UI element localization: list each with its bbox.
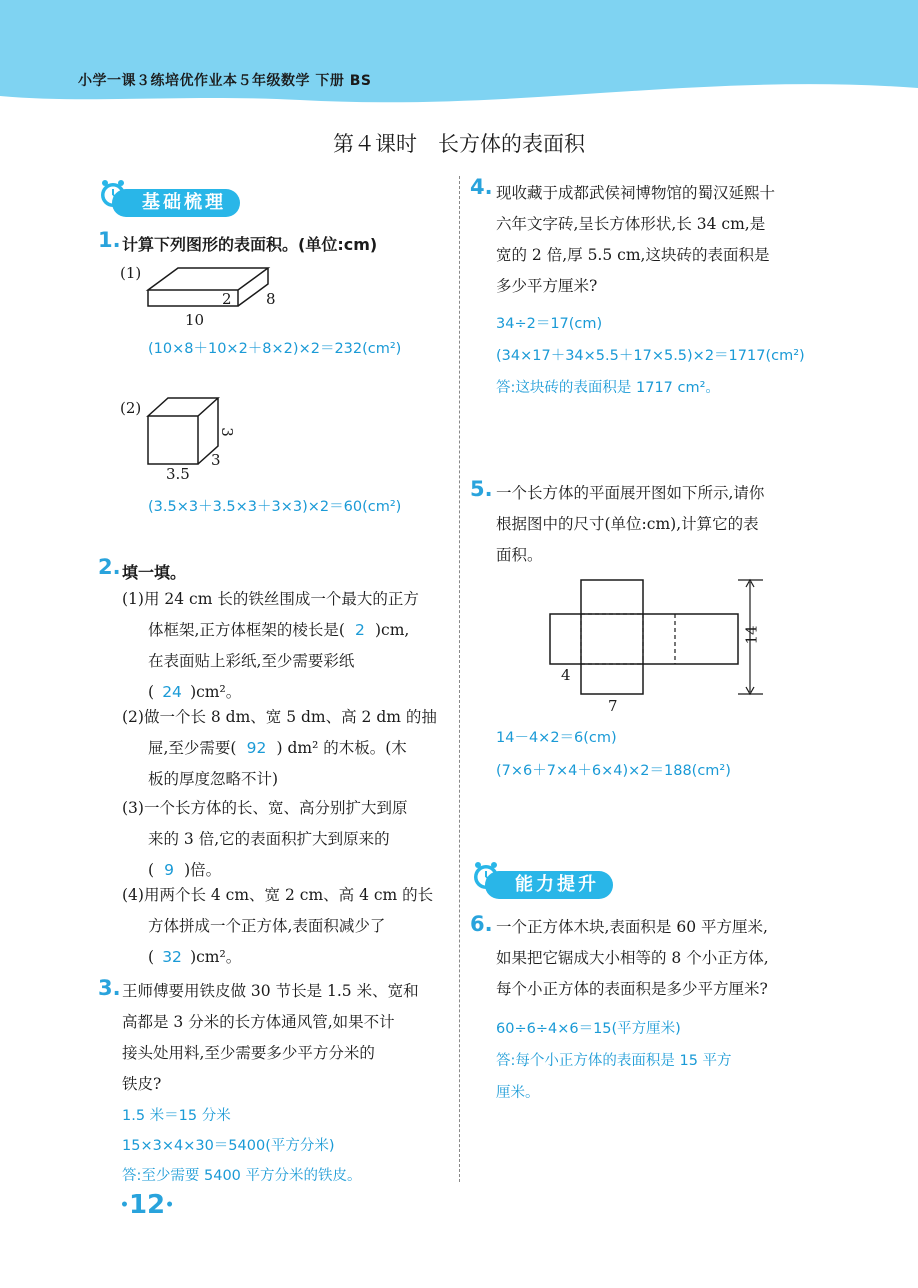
- q1-part2-label: (2): [120, 399, 142, 417]
- line: 体框架,正方体框架的棱长是(: [148, 621, 345, 639]
- line: 根据图中的尺寸(单位:cm),计算它的表: [496, 515, 759, 533]
- question-number-4: 4.: [470, 175, 493, 199]
- line: )cm²。: [190, 683, 242, 701]
- answer-line: 答:每个小正方体的表面积是 15 平方: [496, 1053, 732, 1069]
- answer-line: 15×3×4×30＝5400(平方分米): [122, 1138, 335, 1154]
- answer-blank: 92: [246, 739, 267, 757]
- line: 接头处用料,至少需要多少平方分米的: [122, 1044, 375, 1062]
- question-4-text: [496, 178, 824, 302]
- net-dim-small: 4: [561, 666, 571, 684]
- line: (3)一个长方体的长、宽、高分别扩大到原: [122, 799, 408, 817]
- question-3-answer: [122, 1101, 362, 1191]
- line: 板的厚度忽略不计): [148, 770, 279, 788]
- line: (1)用 24 cm 长的铁丝围成一个最大的正方: [122, 590, 419, 608]
- q2-item-2: [122, 702, 448, 795]
- line: ) dm² 的木板。(木: [276, 739, 407, 757]
- dim-width: 8: [266, 290, 276, 308]
- answer-line: (7×6＋7×4＋6×4)×2＝188(cm²): [496, 763, 731, 779]
- question-2-title: 填一填。: [122, 563, 187, 582]
- question-number-3: 3.: [98, 976, 121, 1000]
- q2-item-3: [122, 793, 448, 886]
- question-5-text: [496, 478, 824, 571]
- dim-height: 3: [217, 427, 236, 437]
- answer-line: 34÷2＝17(cm): [496, 316, 603, 332]
- line: 现收藏于成都武侯祠博物馆的蜀汉延熙十: [496, 184, 776, 202]
- column-divider: [459, 176, 460, 1182]
- answer-blank: 9: [164, 861, 174, 879]
- question-number-5: 5.: [470, 477, 493, 501]
- line: (2)做一个长 8 dm、宽 5 dm、高 2 dm 的抽: [122, 708, 437, 726]
- answer-line: (34×17＋34×5.5＋17×5.5)×2＝1717(cm²): [496, 348, 805, 364]
- line: 屉,至少需要(: [148, 739, 237, 757]
- question-6-text: [496, 912, 824, 1005]
- line: 如果把它锯成大小相等的 8 个小正方体,: [496, 949, 769, 967]
- line: 在表面贴上彩纸,至少需要彩纸: [148, 652, 355, 670]
- q1-part1-answer: (10×8＋10×2＋8×2)×2＝232(cm²): [148, 341, 402, 357]
- line: (: [148, 683, 155, 701]
- answer-line: 答:这块砖的表面积是 1717 cm²。: [496, 380, 720, 396]
- q1-part1-label: (1): [120, 264, 142, 282]
- q2-item-1: [122, 584, 448, 708]
- question-number-2: 2.: [98, 555, 121, 579]
- dim-length: 10: [185, 311, 205, 329]
- line: 王师傅要用铁皮做 30 节长是 1.5 米、宽和: [122, 982, 419, 1000]
- answer-line: 厘米。: [496, 1085, 540, 1101]
- section-basics: 基础梳理: [112, 189, 240, 217]
- line: 面积。: [496, 546, 543, 564]
- dim-height: 2: [222, 290, 232, 308]
- line: (: [148, 948, 155, 966]
- answer-line: 60÷6÷4×6＝15(平方厘米): [496, 1021, 681, 1037]
- net-dim-bottom: 7: [608, 697, 618, 715]
- question-number-1: 1.: [98, 228, 121, 252]
- answer-line: 1.5 米＝15 分米: [122, 1108, 231, 1124]
- question-number-6: 6.: [470, 912, 493, 936]
- question-3-text: [122, 976, 448, 1100]
- line: )cm,: [374, 621, 410, 639]
- line: 多少平方厘米?: [496, 277, 598, 295]
- line: 一个正方体木块,表面积是 60 平方厘米,: [496, 918, 768, 936]
- line: 高都是 3 分米的长方体通风管,如果不计: [122, 1013, 395, 1031]
- cuboid-net-diagram: [545, 578, 775, 700]
- line: )cm²。: [190, 948, 242, 966]
- line: )倍。: [184, 861, 222, 879]
- question-1-text: 计算下列图形的表面积。(单位:cm): [122, 235, 378, 254]
- answer-blank: 32: [162, 948, 182, 966]
- dim-length: 3.5: [166, 465, 190, 483]
- line: 来的 3 倍,它的表面积扩大到原来的: [148, 830, 390, 848]
- line: 一个长方体的平面展开图如下所示,请你: [496, 484, 765, 502]
- line: 铁皮?: [122, 1075, 162, 1093]
- net-dim-height: 14: [742, 625, 761, 645]
- lesson-title: 第４课时 长方体的表面积: [333, 132, 585, 156]
- line: 六年文字砖,呈长方体形状,长 34 cm,是: [496, 215, 766, 233]
- answer-line: 14－4×2＝6(cm): [496, 730, 617, 746]
- line: 方体拼成一个正方体,表面积减少了: [148, 917, 386, 935]
- question-4-answer: [496, 308, 805, 404]
- line: 宽的 2 倍,厚 5.5 cm,这块砖的表面积是: [496, 246, 770, 264]
- page-number-value: 12: [128, 1190, 166, 1220]
- line: (: [148, 861, 155, 879]
- question-6-answer: [496, 1013, 826, 1109]
- answer-blank: 24: [162, 683, 182, 701]
- section-advanced: 能力提升: [485, 871, 613, 899]
- answer-line: 答:至少需要 5400 平方分米的铁皮。: [122, 1168, 362, 1184]
- question-5-answer: [496, 722, 731, 788]
- line: 每个小正方体的表面积是多少平方厘米?: [496, 980, 768, 998]
- line: (4)用两个长 4 cm、宽 2 cm、高 4 cm 的长: [122, 886, 434, 904]
- book-title: 小学一课３练培优作业本５年级数学 下册 BS: [78, 73, 372, 89]
- answer-blank: 2: [355, 621, 365, 639]
- q2-item-4: [122, 880, 448, 973]
- header-banner: [0, 0, 918, 112]
- dim-width: 3: [211, 451, 221, 469]
- q1-part2-answer: (3.5×3＋3.5×3＋3×3)×2＝60(cm²): [148, 499, 402, 515]
- page-number: •12•: [120, 1190, 175, 1220]
